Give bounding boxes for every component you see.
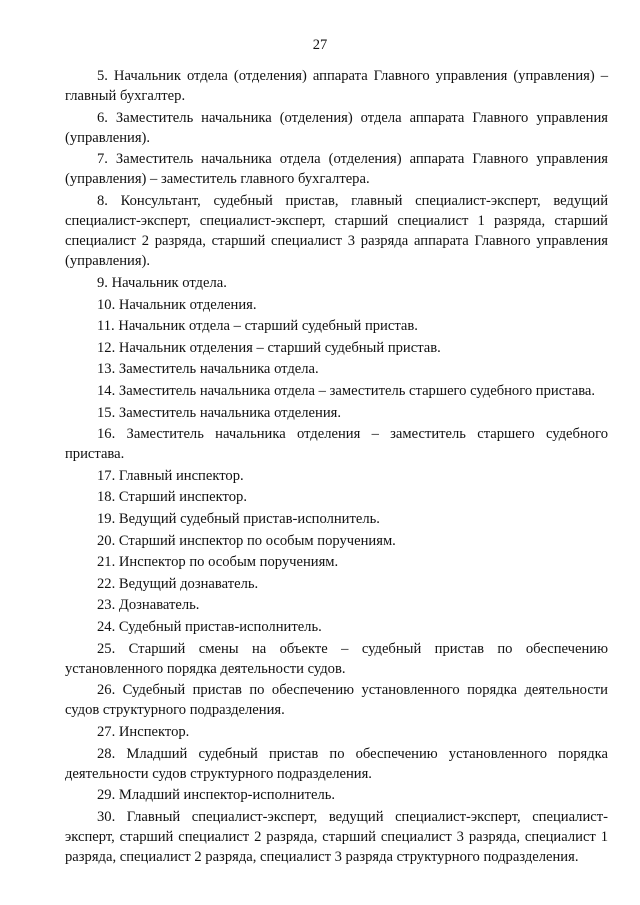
list-item: 12. Начальник отделения – старший судебный пристав.: [97, 339, 441, 356]
list-item: 16. Заместитель начальника отделения – заместитель старшего судебного пристава.: [65, 426, 608, 463]
list-item: 27. Инспектор.: [97, 723, 190, 740]
list-item: 13. Заместитель начальника отдела.: [97, 361, 319, 378]
list-item: 5. Начальник отдела (отделения) аппарата Главного управления (управления) – главный бухгалтер.: [65, 68, 608, 105]
list-item: 28. Младший судебный пристав по обеспечению установленного порядка деятельности судов структурного подразделения.: [65, 745, 608, 782]
list-item: 21. Инспектор по особым поручениям.: [97, 554, 339, 571]
list-item: 24. Судебный пристав-исполнитель.: [97, 618, 322, 635]
list-item: 15. Заместитель начальника отделения.: [97, 404, 341, 421]
list-item: 26. Судебный пристав по обеспечению установленного порядка деятельности судов структурного подразделения.: [65, 682, 608, 719]
list-item: 17. Главный инспектор.: [97, 467, 244, 484]
list-item: 6. Заместитель начальника (отделения) отдела аппарата Главного управления (управления).: [65, 109, 608, 146]
list-item: 8. Консультант, судебный пристав, главный специалист-эксперт, ведущий специалист-эксперт, специалист-эксперт, старший специалист 1 разряда, старший специалист 2 разряда, старший специалист 3 разряда аппарата Главного управления (управления).: [65, 193, 608, 270]
list-item: 10. Начальник отделения.: [97, 296, 257, 313]
list-item: 18. Старший инспектор.: [97, 489, 247, 506]
list-item: 9. Начальник отдела.: [97, 274, 227, 291]
list-item: 20. Старший инспектор по особым поручениям.: [97, 532, 396, 549]
list-item: 22. Ведущий дознаватель.: [97, 575, 259, 592]
list-item: 19. Ведущий судебный пристав-исполнитель.: [97, 510, 380, 527]
list-item: 30. Главный специалист-эксперт, ведущий специалист-эксперт, специалист-эксперт, старший специалист 2 разряда, старший специалист 3 разряда, специалист 1 разряда, специалист 2 разряда, специалист 3 разряда структурного подразделения.: [65, 808, 608, 865]
position-list: [65, 66, 608, 869]
list-item: 23. Дознаватель.: [97, 597, 200, 614]
list-item: 7. Заместитель начальника отдела (отделения) аппарата Главного управления (управления) – заместитель главного бухгалтера.: [65, 151, 608, 188]
list-item: 11. Начальник отдела – старший судебный пристав.: [97, 318, 418, 335]
list-item: 25. Старший смены на объекте – судебный пристав по обеспечению установленного порядка деятельности судов.: [65, 640, 608, 677]
list-item: 14. Заместитель начальника отдела – заместитель старшего судебного пристава.: [97, 382, 596, 399]
list-item: 29. Младший инспектор-исполнитель.: [97, 787, 336, 804]
page-number: 27: [312, 37, 328, 53]
